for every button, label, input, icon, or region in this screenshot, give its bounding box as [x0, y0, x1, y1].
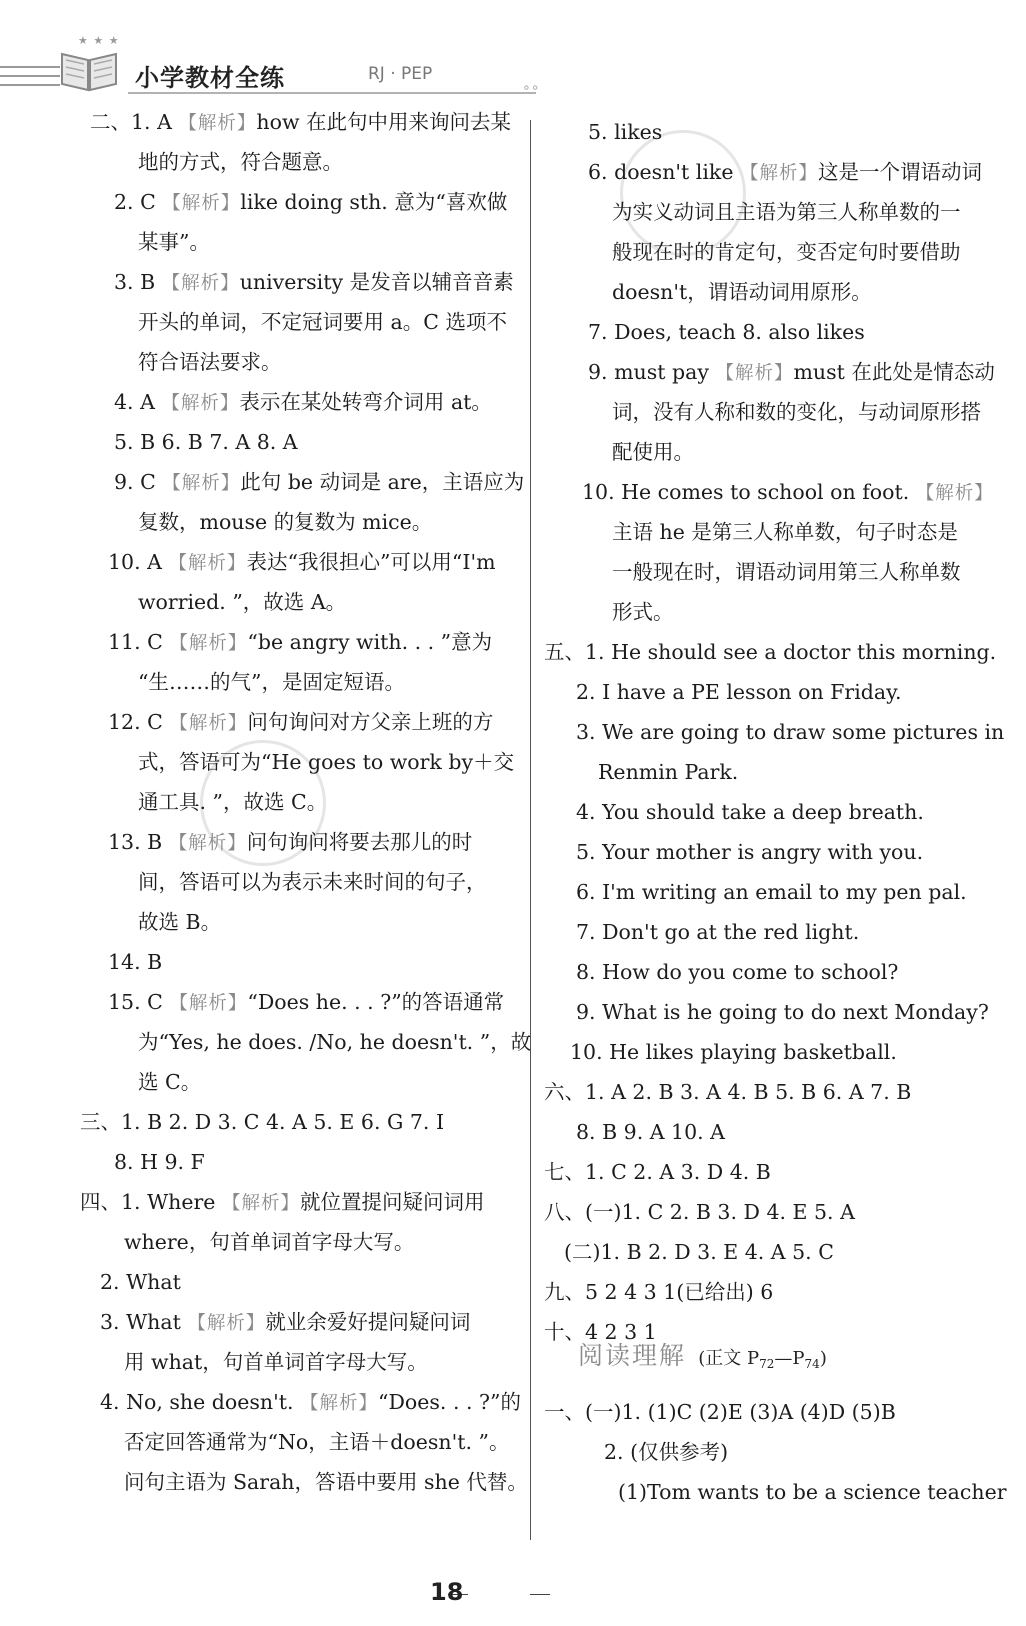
- answer-line: [100, 1268, 181, 1296]
- answer-line: [114, 268, 514, 298]
- answer-text: 复数，mouse 的复数为 mice。: [138, 510, 433, 534]
- answer-text: 就位置提问疑问词用: [299, 1190, 485, 1214]
- answer-text: “生……的气”，是固定短语。: [138, 670, 405, 694]
- answer-text: 主语 he 是第三人称单数，句子时态是: [612, 520, 958, 544]
- answer-line: [138, 1028, 531, 1056]
- answer-line: [612, 238, 961, 266]
- answer-line: [588, 358, 995, 388]
- answer-text: university 是发音以辅音音素: [239, 270, 514, 294]
- answer-line: [612, 278, 872, 306]
- answer-line: [138, 668, 405, 696]
- answer-text: 14. B: [108, 950, 163, 974]
- ref-from: 72: [759, 1357, 775, 1371]
- analysis-tag: 【解析】: [169, 633, 248, 654]
- answer-text: 5. B 6. B 7. A 8. A: [114, 430, 298, 454]
- answer-line: [114, 428, 298, 456]
- answer-line: [138, 868, 487, 896]
- answer-text: doesn't，谓语动词用原形。: [612, 280, 872, 304]
- answer-line: [588, 118, 662, 146]
- answer-line: [544, 1398, 896, 1426]
- answer-text: 一、(一)1. (1)C (2)E (3)A (4)D (5)B: [544, 1400, 896, 1424]
- answer-line: [138, 788, 327, 816]
- analysis-tag: 【解析】: [162, 193, 241, 214]
- answer-text: 通工具. ”，故选 C。: [138, 790, 328, 814]
- analysis-tag: 【解析】: [169, 993, 248, 1014]
- answer-text: 此句 be 动词是 are，主语应为: [240, 470, 525, 494]
- analysis-tag: 【解析】: [221, 1193, 300, 1214]
- answer-text: 二、1. A: [90, 110, 179, 134]
- open-book-icon: [58, 40, 120, 94]
- answer-line: [612, 598, 674, 626]
- answer-text: 词，没有人称和数的变化，与动词原形搭: [612, 400, 981, 424]
- answer-line: [100, 1388, 521, 1418]
- answer-line: [138, 148, 343, 176]
- answer-line: [544, 1158, 771, 1186]
- reading-section-title: 阅读理解: [578, 1341, 687, 1370]
- page-number-dash: [530, 1594, 550, 1595]
- answer-text: 6. doesn't like: [588, 160, 740, 184]
- answer-line: [576, 838, 923, 866]
- answer-text: Renmin Park.: [598, 760, 739, 784]
- answer-text: 2. (仅供参考): [604, 1440, 729, 1464]
- answer-text: “Does. . . ?”的: [378, 1390, 521, 1414]
- analysis-tag: 【解析】: [169, 713, 248, 734]
- answer-line: [138, 588, 346, 616]
- answer-text: 15. C: [108, 990, 170, 1014]
- answer-text: 式，答语可为“He goes to work by＋交: [138, 750, 515, 774]
- ref-suffix: ): [819, 1348, 827, 1369]
- answer-text: 四、1. Where: [80, 1190, 222, 1214]
- answer-text: “Does he. . . ?”的答语通常: [247, 990, 505, 1014]
- answer-line: [576, 958, 898, 986]
- answer-line: [576, 678, 902, 706]
- answer-line: [138, 308, 507, 336]
- answer-text: 7. Don't go at the red light.: [576, 920, 860, 944]
- answer-line: [80, 1188, 484, 1218]
- answer-text: 地的方式，符合题意。: [138, 150, 343, 174]
- answer-text: 八、(一)1. C 2. B 3. D 4. E 5. A: [544, 1200, 855, 1224]
- answer-line: [612, 518, 958, 546]
- reading-section-ref: [693, 1348, 827, 1369]
- answer-text: 11. C: [108, 630, 170, 654]
- answer-text: 符合语法要求。: [138, 350, 282, 374]
- answer-line: [544, 1078, 911, 1106]
- answer-line: [108, 548, 496, 578]
- answer-line: [612, 198, 961, 226]
- page-number: 18: [430, 1578, 464, 1606]
- answer-text: 问句询问将要去那儿的时: [246, 830, 473, 854]
- answer-text: 13. B: [108, 830, 169, 854]
- answer-text: 7. Does, teach 8. also likes: [588, 320, 865, 344]
- answer-line: [588, 318, 865, 346]
- answer-line: [612, 558, 961, 586]
- answer-text: 一般现在时，谓语动词用第三人称单数: [612, 560, 961, 584]
- answer-text: 九、5 2 4 3 1(已给出) 6: [544, 1280, 774, 1304]
- answer-text: 故选 B。: [138, 910, 222, 934]
- answer-text: 否定回答通常为“No，主语＋doesn't. ”。: [124, 1430, 510, 1454]
- ref-dash: —P: [774, 1348, 805, 1369]
- answer-text: 某事”。: [138, 230, 210, 254]
- answer-line: [570, 1038, 897, 1066]
- answer-text: 4. No, she doesn't.: [100, 1390, 300, 1414]
- answer-text: 问句询问对方父亲上班的方: [247, 710, 494, 734]
- page-header: [0, 0, 1026, 110]
- answer-line: [108, 628, 492, 658]
- answer-text: 10. He likes playing basketball.: [570, 1040, 897, 1064]
- answer-text: 3. What: [100, 1310, 188, 1334]
- answer-line: [564, 1238, 834, 1266]
- answer-text: (1)Tom wants to be a science teacher: [618, 1480, 1007, 1504]
- analysis-tag: 【解析】: [161, 393, 240, 414]
- analysis-tag: 【解析】: [915, 483, 994, 504]
- answer-text: 2. What: [100, 1270, 181, 1294]
- answer-text: 3. We are going to draw some pictures in: [576, 720, 1005, 744]
- analysis-tag: 【解析】: [739, 163, 818, 184]
- answer-text: 8. B 9. A 10. A: [576, 1120, 725, 1144]
- star-icon: ★ ★ ★: [78, 34, 120, 47]
- analysis-tag: 【解析】: [161, 273, 240, 294]
- answer-line: [124, 1468, 528, 1496]
- answer-line: [114, 1148, 205, 1176]
- answer-line: [138, 508, 432, 536]
- answer-line: [138, 228, 210, 256]
- answer-line: [576, 998, 989, 1026]
- answer-text: 间，答语可以为表示未来时间的句子，: [138, 870, 487, 894]
- answer-text: 十、4 2 3 1: [544, 1320, 657, 1344]
- answer-text: where，句首单词首字母大写。: [124, 1230, 415, 1254]
- answer-text: 选 C。: [138, 1070, 202, 1094]
- answer-line: [598, 758, 738, 786]
- answer-line: [618, 1478, 1007, 1506]
- answer-line: [604, 1438, 728, 1466]
- answer-text: 9. C: [114, 470, 163, 494]
- answer-line: [588, 158, 982, 188]
- answer-line: [612, 438, 694, 466]
- answer-text: 4. You should take a deep breath.: [576, 800, 924, 824]
- answer-text: 开头的单词，不定冠词要用 a。C 选项不: [138, 310, 507, 334]
- analysis-tag: 【解析】: [187, 1313, 266, 1334]
- ref-to: 74: [804, 1357, 820, 1371]
- answer-line: [576, 1118, 725, 1146]
- answer-text: how 在此句中用来询问去某: [256, 110, 512, 134]
- answer-text: 10. He comes to school on foot.: [582, 480, 916, 504]
- answer-text: 2. C: [114, 190, 163, 214]
- answer-text: must 在此处是情态动: [793, 360, 995, 384]
- answer-line: [138, 1068, 201, 1096]
- answer-text: 5. Your mother is angry with you.: [576, 840, 924, 864]
- answer-line: [576, 918, 859, 946]
- column-divider: [530, 120, 531, 1540]
- answer-text: 用 what，句首单词首字母大写。: [124, 1350, 428, 1374]
- answer-text: 配使用。: [612, 440, 694, 464]
- answer-line: [90, 108, 511, 138]
- answer-text: 6. I'm writing an email to my pen pal.: [576, 880, 967, 904]
- analysis-tag: 【解析】: [162, 473, 241, 494]
- answer-text: 9. must pay: [588, 360, 716, 384]
- answer-line: [108, 948, 162, 976]
- answer-text: 为“Yes, he does. /No, he doesn't. ”，故: [138, 1030, 532, 1054]
- answer-text: 5. likes: [588, 120, 663, 144]
- answer-line: [544, 638, 996, 666]
- answer-text: 三、1. B 2. D 3. C 4. A 5. E 6. G 7. I: [80, 1110, 445, 1134]
- answer-text: 表示在某处转弯介词用 at。: [239, 390, 492, 414]
- answer-line: [100, 1308, 470, 1338]
- answer-line: [544, 1198, 855, 1226]
- answer-text: 4. A: [114, 390, 162, 414]
- answer-text: 9. What is he going to do next Monday?: [576, 1000, 989, 1024]
- answer-text: 般现在时的肯定句，变否定句时要借助: [612, 240, 961, 264]
- answer-text: 这是一个谓语动词: [817, 160, 982, 184]
- answer-line: [582, 478, 994, 508]
- answer-line: [138, 748, 514, 776]
- answer-text: 为实义动词且主语为第三人称单数的一: [612, 200, 961, 224]
- edition-label: RJ · PEP: [368, 64, 433, 84]
- answer-line: [576, 798, 924, 826]
- analysis-tag: 【解析】: [168, 553, 247, 574]
- answer-line: [576, 878, 967, 906]
- answer-text: “be angry with. . . ”意为: [247, 630, 493, 654]
- answer-text: 8. How do you come to school?: [576, 960, 899, 984]
- analysis-tag: 【解析】: [168, 833, 247, 854]
- answer-line: [124, 1348, 428, 1376]
- answer-text: 2. I have a PE lesson on Friday.: [576, 680, 902, 704]
- ref-prefix: (正文 P: [698, 1348, 760, 1369]
- answer-line: [108, 988, 504, 1018]
- answer-line: [114, 388, 492, 418]
- answer-text: 表达“我很担心”可以用“I'm: [246, 550, 496, 574]
- answer-line: [114, 188, 507, 218]
- header-rule: [128, 92, 536, 94]
- answer-text: 就业余爱好提问疑问词: [265, 1310, 471, 1334]
- answer-text: 六、1. A 2. B 3. A 4. B 5. B 6. A 7. B: [544, 1080, 912, 1104]
- answer-text: 问句主语为 Sarah，答语中要用 she 代替。: [124, 1470, 528, 1494]
- answer-text: 8. H 9. F: [114, 1150, 205, 1174]
- answer-line: [544, 1278, 773, 1306]
- answer-text: (二)1. B 2. D 3. E 4. A 5. C: [564, 1240, 834, 1264]
- answer-line: [108, 708, 493, 738]
- reading-section-heading: [578, 1342, 827, 1378]
- analysis-tag: 【解析】: [715, 363, 794, 384]
- answer-text: 12. C: [108, 710, 170, 734]
- answer-text: 3. B: [114, 270, 162, 294]
- book-series-title: 小学教材全练: [135, 64, 285, 92]
- header-decor-lines: [0, 66, 60, 93]
- header-decor-circles: ∘∘: [522, 80, 540, 96]
- answer-text: 形式。: [612, 600, 674, 624]
- answer-line: [612, 398, 981, 426]
- answer-line: [576, 718, 1004, 746]
- answer-line: [114, 468, 524, 498]
- answer-line: [124, 1428, 509, 1456]
- answer-text: like doing sth. 意为“喜欢做: [240, 190, 508, 214]
- answer-text: 七、1. C 2. A 3. D 4. B: [544, 1160, 771, 1184]
- analysis-tag: 【解析】: [178, 113, 257, 134]
- answer-text: worried. ”，故选 A。: [138, 590, 347, 614]
- answer-line: [124, 1228, 414, 1256]
- answer-line: [80, 1108, 444, 1136]
- answer-line: [108, 828, 472, 858]
- answer-text: 五、1. He should see a doctor this morning.: [544, 640, 997, 664]
- answer-text: 10. A: [108, 550, 169, 574]
- answer-line: [138, 908, 221, 936]
- analysis-tag: 【解析】: [300, 1393, 379, 1414]
- answer-line: [138, 348, 282, 376]
